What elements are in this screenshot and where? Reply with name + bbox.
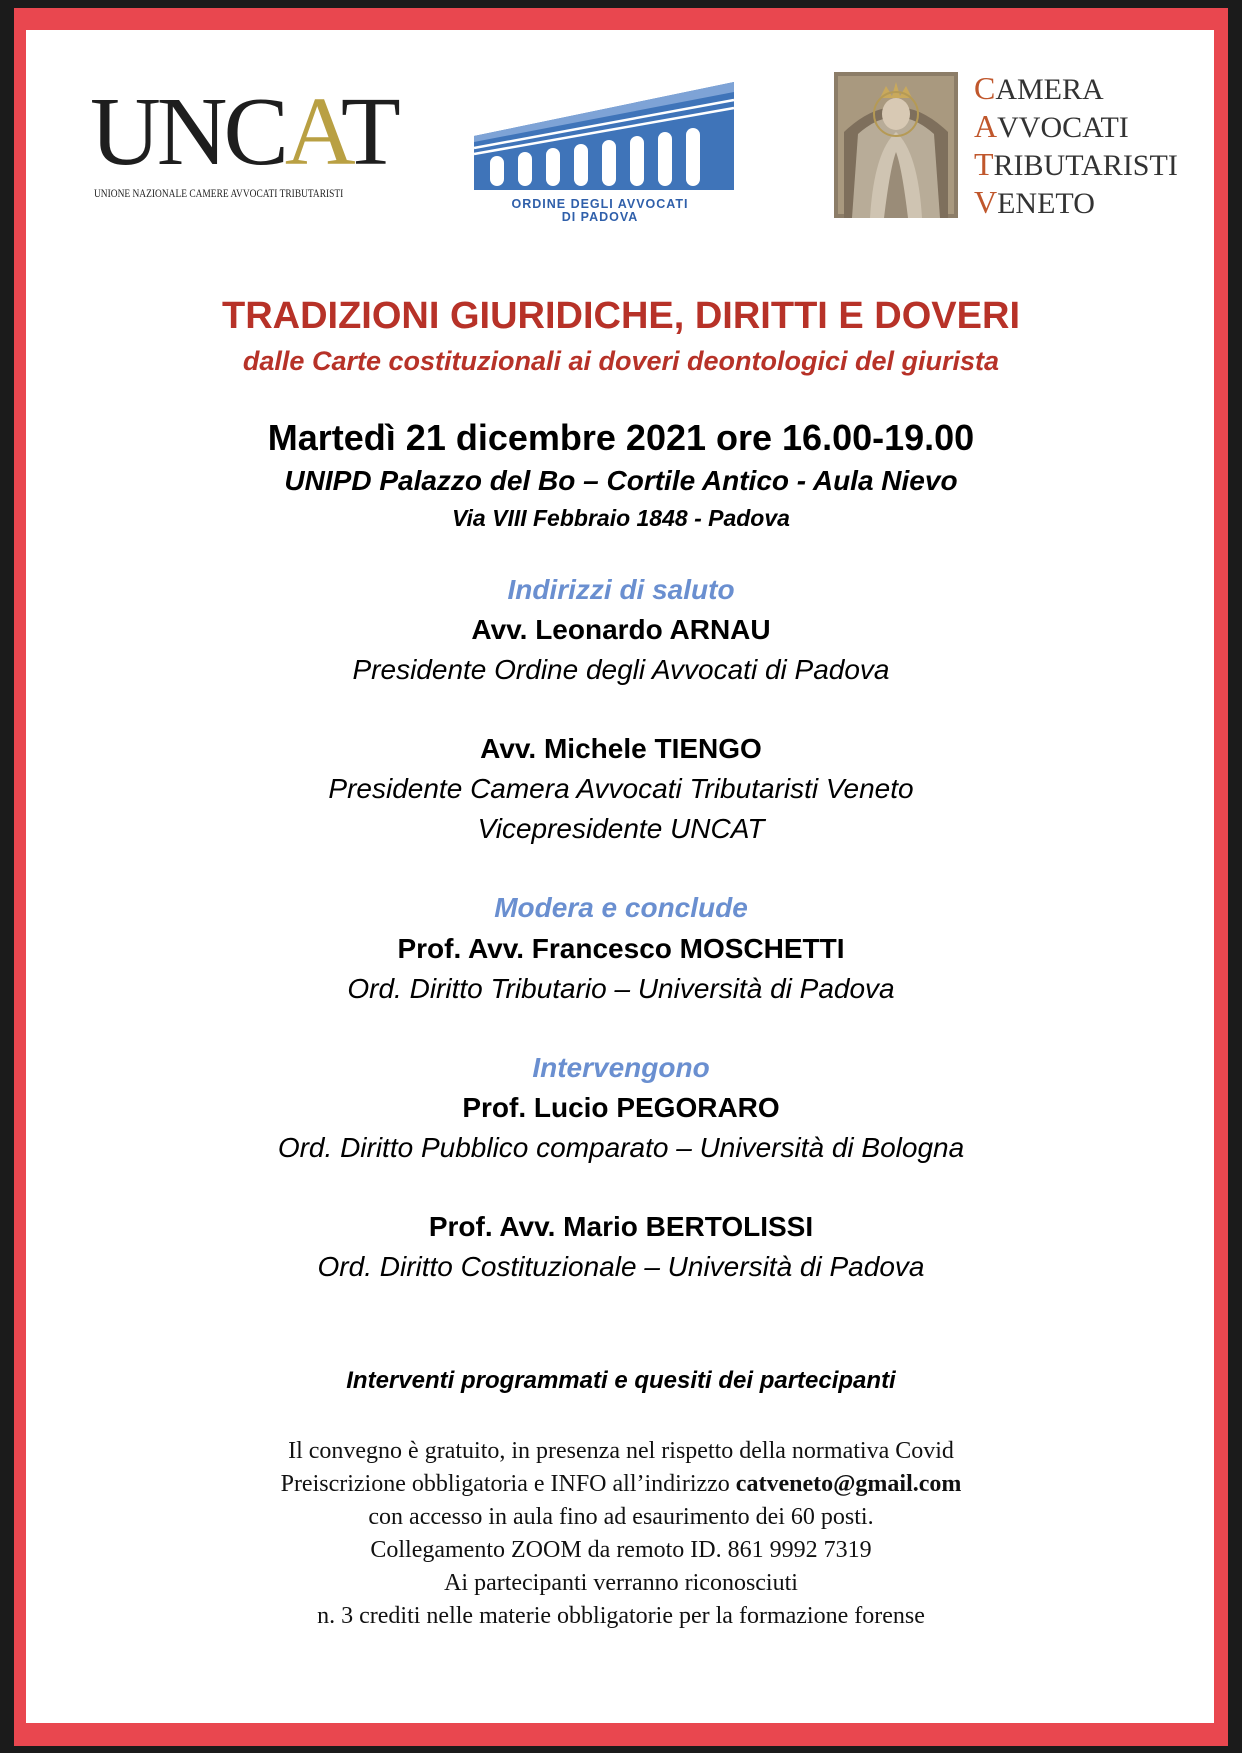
info-line: Ai partecipanti verranno riconosciuti — [444, 1570, 798, 1596]
info-line: Collegamento ZOOM da remoto ID. 861 9992 7319 — [370, 1537, 872, 1563]
camera-line-4: VENETO — [974, 184, 1095, 220]
info-line: con accesso in aula fino ad esaurimento dei 60 posti. — [368, 1504, 874, 1530]
flyer — [26, 30, 1214, 1723]
uncat-subtitle: UNIONE NAZIONALE CAMERE AVVOCATI TRIBUTARISTI — [94, 188, 344, 200]
info-line: Preiscrizione obbligatoria e INFO all’indirizzo catveneto@gmail.com — [280, 1471, 962, 1497]
uncat-logo — [90, 78, 397, 205]
camera-line-2: AVVOCATI — [974, 108, 1129, 144]
info-line: n. 3 crediti nelle materie obbligatorie per la formazione forense — [317, 1603, 925, 1629]
ordine-name: ORDINE DEGLI AVVOCATI — [511, 197, 689, 211]
speaker-name: Prof. Lucio PEGORARO — [462, 1092, 780, 1123]
speaker-name: Prof. Avv. Francesco MOSCHETTI — [397, 933, 845, 964]
section-heading-intervengono: Intervengono — [532, 1052, 710, 1083]
contact-email-link[interactable]: catveneto@gmail.com — [735, 1471, 962, 1497]
section-heading-saluto: Indirizzi di saluto — [507, 574, 735, 605]
ordine-city: DI PADOVA — [561, 210, 639, 224]
section-heading-modera: Modera e conclude — [494, 892, 748, 923]
speaker-name: Avv. Michele TIENGO — [480, 733, 762, 764]
info-line: Il convegno è gratuito, in presenza nel rispetto della normativa Covid — [288, 1438, 954, 1464]
programmati-note: Interventi programmati e quesiti dei partecipanti — [346, 1367, 896, 1394]
speaker-role: Presidente Ordine degli Avvocati di Padova — [352, 654, 890, 685]
event-title: TRADIZIONI GIURIDICHE, DIRITTI E DOVERI — [221, 295, 1021, 337]
speaker-role: Ord. Diritto Tributario – Università di Padova — [347, 973, 895, 1004]
speaker-name: Prof. Avv. Mario BERTOLISSI — [428, 1211, 814, 1242]
event-date: Martedì 21 dicembre 2021 ore 16.00-19.00 — [267, 417, 975, 458]
uncat-word-pre: UNC — [90, 78, 285, 186]
madonna-fresco-icon — [834, 72, 958, 218]
speaker-role: Vicepresidente UNCAT — [477, 813, 765, 844]
speaker-name: Avv. Leonardo ARNAU — [471, 614, 771, 645]
camera-name — [974, 70, 1178, 222]
camera-line-1: CAMERA — [974, 70, 1104, 106]
event-address: Via VIII Febbraio 1848 - Padova — [452, 505, 790, 531]
uncat-word-post: T — [340, 78, 397, 186]
speaker-role: Presidente Camera Avvocati Tributaristi Veneto — [328, 773, 914, 804]
event-place: UNIPD Palazzo del Bo – Cortile Antico - Aula Nievo — [284, 465, 958, 496]
speaker-role: Ord. Diritto Costituzionale – Università di Padova — [317, 1251, 925, 1282]
camera-line-3: TRIBUTARISTI — [974, 146, 1178, 182]
ordine-building-icon — [460, 78, 760, 193]
speaker-role: Ord. Diritto Pubblico comparato – Università di Bologna — [277, 1132, 965, 1163]
uncat-word-gold: A — [284, 78, 341, 186]
event-subtitle: dalle Carte costituzionali ai doveri deontologici del giurista — [242, 346, 1000, 376]
